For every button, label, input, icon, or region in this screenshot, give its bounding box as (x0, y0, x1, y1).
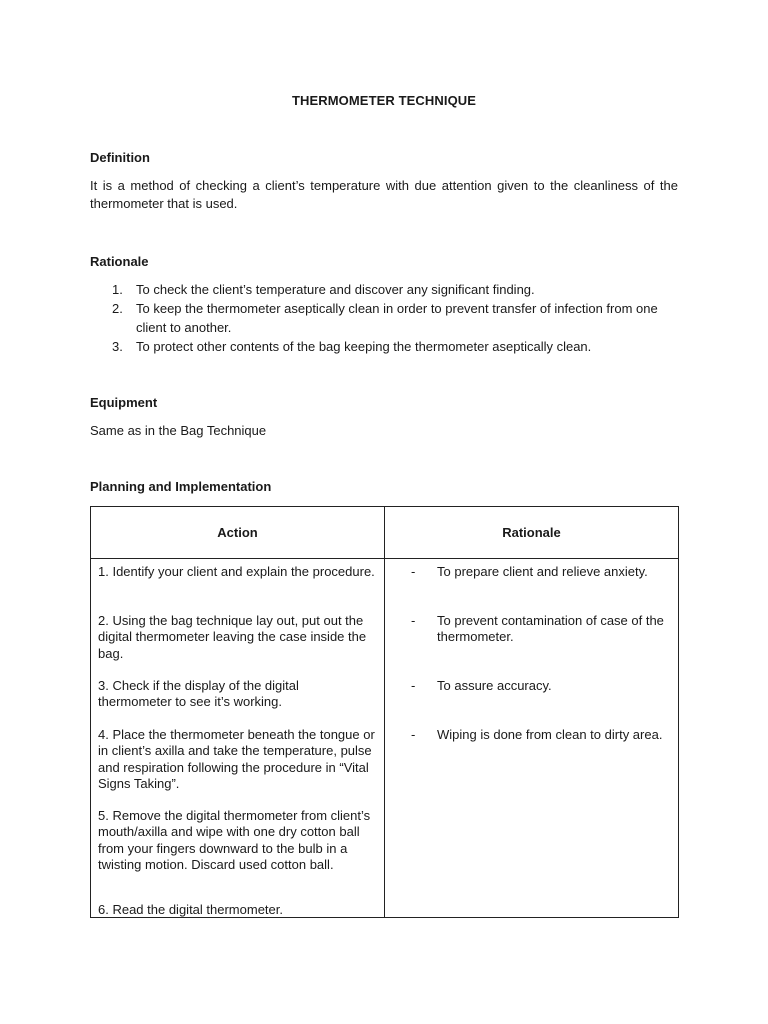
rationale-item-number: 3. (112, 339, 123, 354)
rationale-column-header: Rationale (385, 507, 679, 559)
planning-table (90, 506, 679, 918)
rationale-item-text: To protect other contents of the bag keeping the thermometer aseptically clean. (136, 339, 592, 354)
dash-bullet: - (411, 678, 416, 693)
rationale-item (90, 299, 678, 337)
rationale-item-text: To check the client’s temperature and discover any significant finding. (136, 282, 535, 297)
dash-bullet: - (411, 613, 416, 628)
rationale-point (411, 727, 699, 743)
rationale-item (90, 337, 678, 356)
action-step: 5. Remove the digital thermometer from client’s mouth/axilla and wipe with one dry cotton ball from your fingers downward to the bulb in a twisting motion. Discard used cotton ball. (98, 808, 371, 872)
rationale-item-number: 1. (112, 282, 123, 297)
rationale-heading: Rationale (90, 254, 149, 269)
rationale-item-number: 2. (112, 301, 123, 316)
rationale-point (411, 564, 699, 580)
table-row (91, 559, 679, 918)
definition-text: It is a method of checking a client’s temperature with due attention given to the cleanliness of the thermometer that is used. (90, 178, 678, 211)
rationale-item (90, 280, 678, 299)
definition-heading: Definition (90, 150, 150, 165)
action-cell (91, 559, 385, 918)
table-header-row (91, 507, 679, 559)
action-step: 3. Check if the display of the digital thermometer to see it’s working. (98, 678, 299, 710)
rationale-point-text: To assure accuracy. (437, 678, 552, 693)
rationale-point (411, 678, 699, 694)
equipment-heading: Equipment (90, 395, 158, 410)
action-step: 6. Read the digital thermometer. (98, 902, 283, 917)
action-step: 1. Identify your client and explain the procedure. (98, 564, 375, 579)
rationale-item-text: To keep the thermometer aseptically clean in order to prevent transfer of infection from one client to another. (136, 301, 658, 335)
planning-heading: Planning and Implementation (90, 479, 272, 494)
rationale-cell (385, 559, 679, 918)
equipment-text: Same as in the Bag Technique (90, 423, 267, 438)
rationale-list (90, 280, 678, 356)
rationale-point (411, 613, 699, 646)
action-column-header: Action (91, 507, 385, 559)
action-step: 2. Using the bag technique lay out, put out the digital thermometer leaving the case inside the bag. (98, 613, 367, 661)
document-title: THERMOMETER TECHNIQUE (291, 93, 477, 108)
rationale-point-text: To prevent contamination of case of the thermometer. (437, 613, 664, 645)
dash-bullet: - (411, 564, 416, 579)
rationale-point-text: Wiping is done from clean to dirty area. (437, 727, 663, 742)
dash-bullet: - (411, 727, 416, 742)
action-step: 4. Place the thermometer beneath the tongue or in client’s axilla and take the temperature, pulse and respiration following the procedure in “Vital Signs Taking”. (98, 727, 375, 791)
rationale-point-text: To prepare client and relieve anxiety. (437, 564, 648, 579)
